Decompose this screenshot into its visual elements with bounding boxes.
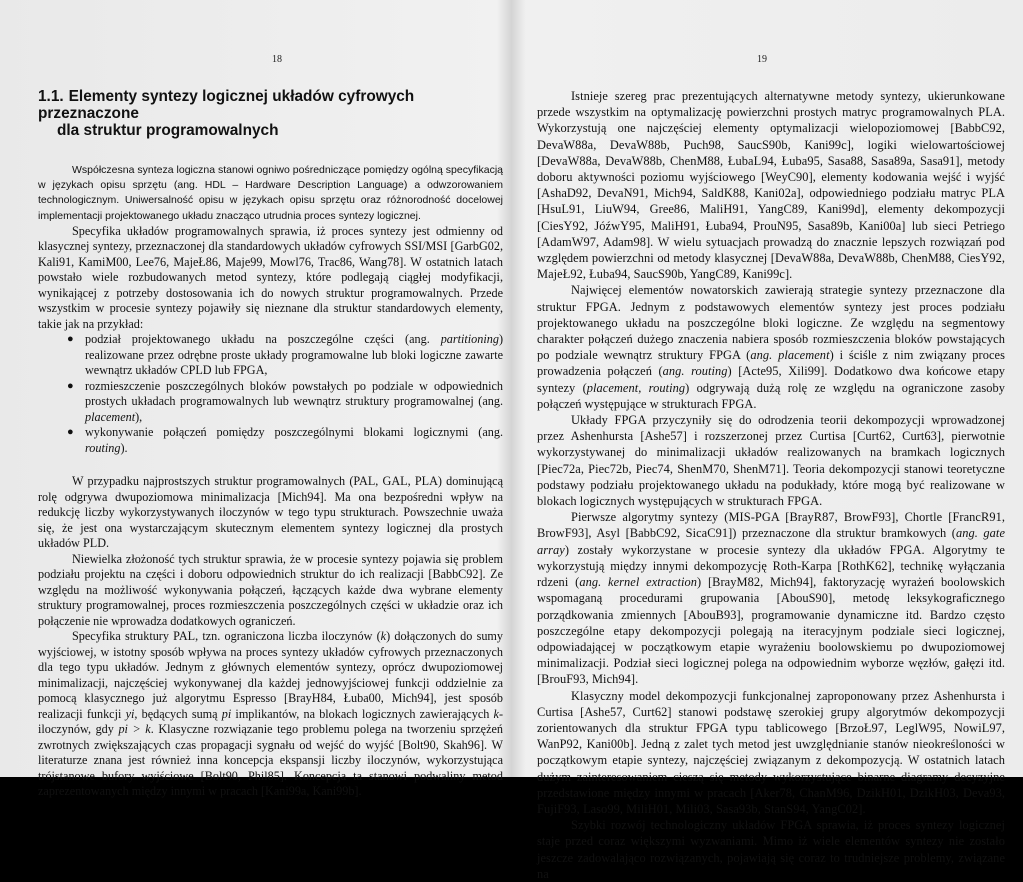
paragraph: Układy FPGA przyczyniły się do odrodzenia teorii dekompozycji wprowadzonej przez Ashenhursta [Ashe57] i rozszerzonej przez Curtisa [Curt62, Curt63], pierwotnie wykorzystywanej do minimalizacji układów realizowanych na bramkach logicznych [Piec72a, Piec72b, Piec74, ShenM70, ShenM71]. Teoria dekompozycji stanowi teoretyczne podstawy podziału projektowanego układu na podukłady, które mogą być realizowane w blokach logicznych występujących w strukturach FPGA.	[537, 413, 1005, 509]
page-body	[38, 88, 503, 800]
paragraph: Pierwsze algorytmy syntezy (MIS-PGA [BrayR87, BrowF93], Chortle [FrancR91, BrowF93], Asyl [BabbC92, SicaC91]) przeznaczone dla struktur bramkowych (ang. gate array) zostały wykorzystane w procesie syntezy dla układów FPGA. Algorytmy te wykorzystują między innymi dekompozycję Roth-Karpa [RothK62], technikę wyłączania rdzeni (ang. kernel extraction) [BrayM82, Mich94], faktoryzację wyrażeń boolowskich wspomaganą procedurami grupowania [AbouS90], metodę leksykograficznego porządkowania zmiennych [AbouB93], programowanie dynamiczne itd. Bardzo często poszczególne etapy dekompozycji polegają na iteracyjnym podziale sieci logicznej, odpowiadającej w początkowym etapie wyrażeniu boolowskiemu po dwupoziomowej minimalizacji. Podział sieci logicznej polega na odpowiednim wyborze węzłów, gałęzi itd. [BrouF93, Mich94].	[537, 510, 1005, 687]
paragraph: W przypadku najprostszych struktur programowalnych (PAL, GAL, PLA) dominującą rolę odgrywa dwupoziomowa minimalizacja [Mich94]. Ma ona bezpośredni wpływ na redukcję liczby wykorzystywanych iloczynów w tego typu strukturach. Powszechnie uważa się, że jest ona wystarczającym skutecznym elementem syntezy logicznej dla prostych układów PLD.	[38, 474, 503, 551]
bullet-list	[38, 332, 503, 456]
section-number: 1.1.	[38, 88, 64, 105]
section-heading	[38, 88, 503, 139]
bullet-icon: ●	[67, 379, 74, 392]
page-body	[537, 88, 1005, 882]
section-title-line-2: dla struktur programowalnych	[57, 122, 279, 139]
paragraph: Specyfika układów programowalnych sprawia, iż proces syntezy jest odmienny od klasycznej syntezy, przeznaczonej dla standardowych układów cyfrowych SSI/MSI [GarbG02, Kali91, KamiM00, Lee76, MajeŁ86, Maje99, Mowl76, Trac86, Wang78]. W ostatnich latach powstało wiele rozbudowanych metod syntezy, które podlegają ciągłej modyfikacji, wynikającej z potrzeby dostosowania ich do nowych struktur programowalnych. Przede wszystkim w procesie syntezy pojawiły się nieznane dla struktur standardowych elementy, takie jak na przykład:	[38, 223, 503, 331]
bullet-icon: ●	[67, 426, 74, 439]
paragraph: Klasyczny model dekompozycji funkcjonalnej zaproponowany przez Ashenhursta i Curtisa [Ashe57, Curt62] stanowi podstawę szerokiej grupy algorytmów dekompozycji zorientowanych dla struktur FPGA typu tablicowego [BrzoŁ97, LeglW95, NowiL97, WanP92, Kani00b]. Jedną z zalet tych metod jest uwzględnianie stanów nieokreśloności w początkowym etapie syntezy, najczęściej związanym z dekompozycją. W ostatnich latach dużym zainteresowaniem cieszą się metody wykorzystujące binarne diagramy decyzyjne przedstawione między innymi w pracach [Aker78, ChanM96, DzikH01, DzikH03, Deva93, FujiF93, Laso99, MiliH01, Mili03, Sasa93b, StanS94, YangC02].	[537, 688, 1005, 816]
bullet-icon: ●	[67, 333, 74, 346]
left-page	[0, 0, 510, 799]
section-title-line-1: Elementy syntezy logicznej układów cyfrowych przeznaczone	[38, 88, 415, 122]
paragraph: Szybki rozwój technologiczny układów FPGA sprawia, iż proces syntezy logicznej staje przed coraz większymi wyzwaniami. Mimo iż wiele elementów syntezy nie zostało jeszcze zadowalająco rozwiązanych, pojawiają się coraz to trudniejsze problemy, związane na	[537, 818, 1005, 881]
paragraph: Niewielka złożoność tych struktur sprawia, że w procesie syntezy pojawia się problem podziału projektu na części i doboru odpowiednich struktur do ich realizacji [BabbC92]. Ze względu na możliwość wykonywania połączeń, łączących każde dwa wybrane elementy struktury programowalnej, proces rozmieszczenia poszczególnych części w układzie oraz ich połączenie nie wprowadza dodatkowych ograniczeń.	[38, 551, 503, 628]
page-number: 19	[757, 54, 767, 65]
list-item: ● rozmieszczenie poszczególnych bloków powstałych po podziale w odpowiednich prostych układach programowalnych lub wewnątrz struktury programowalnej (ang. placement),	[67, 378, 503, 424]
paragraph: Współczesna synteza logiczna stanowi ogniwo pośredniczące pomiędzy ogólną specyfikacją w językach opisu sprzętu (ang. HDL – Hardware Description Language) a odwzorowaniem technologicznym. Uniwersalność opisu w językach opisu sprzętu oraz różnorodność docelowej implementacji projektowanego układu znacząco utrudnia proces syntezy logicznej.	[38, 164, 503, 222]
paragraph: Specyfika struktury PAL, tzn. ograniczona liczba iloczynów (k) dołączonych do sumy wyjściowej, w istotny sposób wpływa na proces syntezy układów cyfrowych przeznaczonych dla tego typu układów. Jednym z głównych elementów syntezy, oprócz dwupoziomowej minimalizacji, najczęściej wykonywanej dla każdej jednowyjściowej funkcji oddzielnie za pomocą klasycznego już algorytmu Espresso [BrayH84, Łuba00, Mich94], jest sposób realizacji funkcji yi, będących sumą pi implikantów, na blokach logicznych zawierających k-iloczynów, gdy pi > k. Klasyczne rozwiązanie tego problemu polega na tworzeniu sprzężeń zwrotnych zwiększających czas propagacji sygnału od wejść do wyjść [Bolt90, Skah96]. W literaturze znana jest również inna koncepcja ekspansji liczby iloczynów, wykorzystująca trójstanowe bufory wyjściowe [Bolt90, Phil85]. Koncepcja ta stanowi podwaliny metod zaprezentowanych między innymi w pracach [Kani99a, Kani99b].	[38, 629, 503, 799]
list-item: ● wykonywanie połączeń pomiędzy poszczególnymi blokami logicznymi (ang. routing).	[67, 425, 503, 455]
paragraph: Istnieje szereg prac prezentujących alternatywne metody syntezy, ukierunkowane przede wszystkim na optymalizację powierzchni prostych matryc programowalnych PLA. Wykorzystują one najczęściej elementy optymalizacji wielopoziomowej [BabbC92, DevaW88a, DevaW88b, Puch98, SaucS90b, Kani99c], logiki wielowartościowej [DevaW88a, DevaW88b, ChenM88, ŁubaL94, Łuba95, Sasa88, Sasa89a, Sasa91], metody doboru aktywności poziomu wyjściowego [WeyC90], elementy kodowania wejść i wyjść [AshaD92, DevaN91, Mich94, SaldK88, Kani02a], odpowiedniego podziału matryc PLA [HsuL91, LiuW94, Gree86, MaliH91, YangC89, Kani99d], elementy dekompozycji [CiesY92, JóźwY95, MaliH91, Łuba94, ProuN95, Sasa89b, Kani00a] lub sieci Petriego [AdamW97, Adam98]. W wielu sytuacjach prowadzą do znacznie lepszych rozwiązań pod względem powierzchni od metody klasycznej [DevaW88a, DevaW88b, ChenM88, CiesY92, MajeŁ92, Łuba94, SaucS90b, YangC89, Kani99c].	[537, 89, 1005, 282]
page-number: 18	[272, 54, 282, 65]
intro-block	[38, 163, 503, 224]
list-item: ● podział projektowanego układu na poszczególne części (ang. partitioning) realizowane przez odrębne proste układy programowalne lub bloki logiczne zawarte wewnątrz układów CPLD lub FPGA,	[67, 332, 503, 378]
paragraph: Najwięcej elementów nowatorskich zawierają strategie syntezy przeznaczone dla struktur FPGA. Jednym z podstawowych elementów syntezy jest proces podziału projektowanego układu na poszczególne bloki logiczne. Ze względu na segmentowy charakter połączeń dużego znaczenia nabiera sposób rozmieszczenia bloków powstających po podziale wewnątrz struktury FPGA (ang. placement) i ściśle z nim związany proces prowadzenia połączeń (ang. routing) [Acte95, Xili99]. Dodatkowo dwa końcowe etapy syntezy (placement, routing) odgrywają dużą rolę ze względu na ograniczone zasoby połączeń występujące w strukturach FPGA.	[537, 283, 1006, 411]
right-page	[513, 0, 1023, 881]
